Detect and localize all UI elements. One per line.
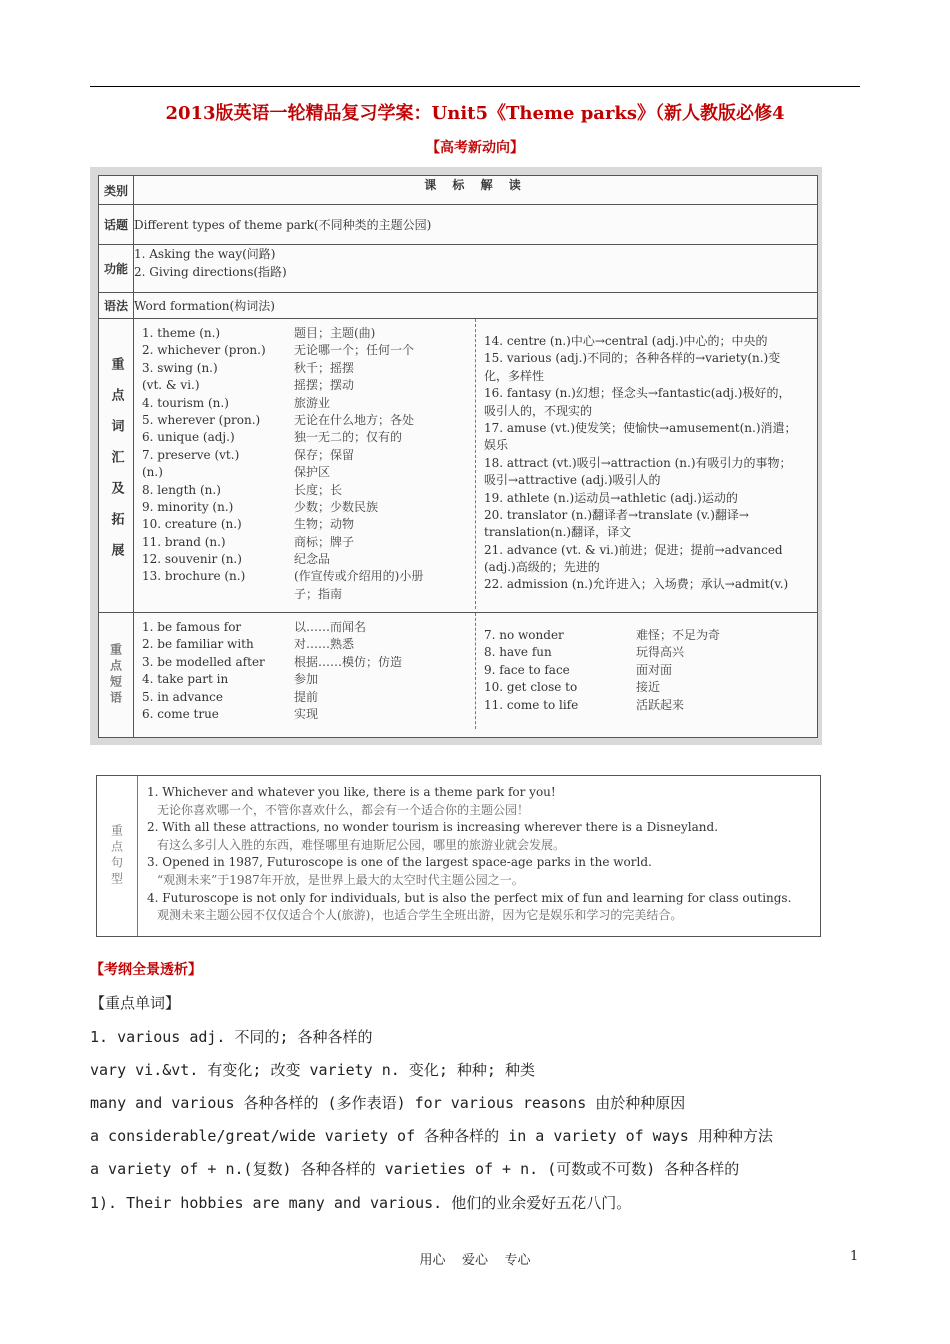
vocab-left-list xyxy=(134,319,476,609)
vocab-meaning: 保存；保留 xyxy=(294,447,355,462)
vocab-derivation-line: 22. admission (n.)允许进入；入场费；承认→admit(v.) xyxy=(484,577,789,592)
topic-cat: 话题 xyxy=(99,205,134,245)
vocab-derivation-line: 16. fantasy (n.)幻想；怪念头→fantastic(adj.)极好的， xyxy=(484,386,791,401)
vocab-derivation-line: translation(n.)翻译，译文 xyxy=(484,525,632,540)
sentence-cn: 无论你喜欢哪一个，不管你喜欢什么，都会有一个适合你的主题公园！ xyxy=(157,802,530,817)
phrase: 6. come true xyxy=(142,706,219,721)
phrase: 8. have fun xyxy=(484,645,552,660)
vocab-word: (vt. & vi.) xyxy=(142,378,200,393)
vocab-derivation-line: 21. advance (vt. & vi.)前进；促进；提前→advanced xyxy=(484,542,783,557)
header-content: 课 标 解 读 xyxy=(134,176,818,205)
vocab-cell xyxy=(134,319,818,613)
sentence-cn: “观测未来”于1987年开放，是世界上最大的太空时代主题公园之一。 xyxy=(157,872,524,887)
sentence-en: 4. Futuroscope is not only for individuals, but is also the perfect mix of fun and learning for class outings. xyxy=(147,890,792,905)
vocab-meaning: 秋千；摇摆 xyxy=(294,360,355,375)
vocab-meaning: 子；指南 xyxy=(294,586,343,601)
vocab-cat-cell xyxy=(99,319,134,613)
vocab-derivation-line: 吸引人的，不现实的 xyxy=(484,403,593,418)
grammar-cat: 语法 xyxy=(99,293,134,319)
vocab-word: (n.) xyxy=(142,465,163,480)
sentence-en: 1. Whichever and whatever you like, there is a theme park for you! xyxy=(147,785,556,799)
vocab-derivation-line: 20. translator (n.)翻译者→translate (v.)翻译→ xyxy=(484,507,749,522)
phrase: 10. get close to xyxy=(484,680,578,695)
body-line: 1. various adj. 不同的; 各种各样的 xyxy=(90,1028,373,1046)
phrase: 11. come to life xyxy=(484,697,579,712)
vocab-meaning: 少数；少数民族 xyxy=(294,499,379,514)
function-line-1: 1. Asking the way(问路) xyxy=(134,247,276,261)
vocab-meaning: 生物；动物 xyxy=(294,517,355,532)
vocab-word: 11. brand (n.) xyxy=(142,534,226,549)
vocab-word: 8. length (n.) xyxy=(142,482,221,497)
sentence-cn: 观测未来主题公园不仅仅适合个人(旅游)，也适合学生全班出游，因为它是娱乐和学习的完美结合。 xyxy=(157,908,683,923)
phrase: 1. be famous for xyxy=(142,620,242,634)
vocab-word: 3. swing (n.) xyxy=(142,360,218,375)
sentence-en: 2. With all these attractions, no wonder tourism is increasing wherever there is a Disneyland. xyxy=(147,820,719,835)
phrases-cell xyxy=(134,613,818,738)
body-line: a considerable/great/wide variety of 各种各样的 in a variety of ways 用种种方法 xyxy=(90,1127,773,1145)
vocab-word: 12. souvenir (n.) xyxy=(142,552,242,567)
vocab-right-list xyxy=(476,319,817,609)
header-cat: 类别 xyxy=(99,176,134,205)
vocab-meaning: 摇摆；摆动 xyxy=(294,378,355,393)
vocab-meaning: 旅游业 xyxy=(294,395,331,410)
vocab-derivation-line: 吸引→attractive (adj.)吸引人的 xyxy=(484,473,661,488)
phrases-cat: 重点短语 xyxy=(108,643,123,707)
vocab-meaning: 无论在什么地方；各处 xyxy=(294,412,415,427)
phrase-meaning: 对……熟悉 xyxy=(294,637,355,652)
vocab-derivation-line: 化，多样性 xyxy=(484,368,545,383)
vocab-word: 5. wherever (pron.) xyxy=(142,412,261,427)
phrase: 9. face to face xyxy=(484,662,570,677)
vocab-word xyxy=(142,586,294,603)
topic-text: Different types of theme park(不同种类的主题公园) xyxy=(134,205,818,245)
vocab-meaning: (作宣传或介绍用的)小册 xyxy=(294,569,424,584)
phrase-meaning: 面对面 xyxy=(636,662,673,677)
sentence-patterns-table xyxy=(96,775,821,937)
section-heading-overview: 【考纲全景透析】 xyxy=(90,962,202,978)
vocab-derivation-line: 18. attract (vt.)吸引→attraction (n.)有吸引力的事物； xyxy=(484,455,792,470)
page-title: 2013版英语一轮精品复习学案：Unit5《Theme parks》（新人教版必修4 xyxy=(165,103,785,124)
phrase-meaning: 难怪；不足为奇 xyxy=(636,628,721,642)
sentence-cn: 有这么多引人入胜的东西，难怪哪里有迪斯尼公园，哪里的旅游业就会发展。 xyxy=(157,837,566,852)
top-rule xyxy=(90,86,860,87)
phrase-meaning: 接近 xyxy=(636,680,661,695)
function-line-2: 2. Giving directions(指路) xyxy=(134,265,287,279)
vocab-meaning: 独一无二的；仅有的 xyxy=(294,430,403,445)
vocab-word: 6. unique (adj.) xyxy=(142,430,235,445)
body-line: many and various 各种各样的 (多作表语) for various reasons 由於种种原因 xyxy=(90,1094,686,1112)
grammar-text: Word formation(构词法) xyxy=(134,293,818,319)
vocab-derivation-line: (adj.)高级的；先进的 xyxy=(484,560,600,575)
section-heading-trends: 【高考新动向】 xyxy=(426,140,524,156)
page-number: 1 xyxy=(850,1249,859,1264)
phrase-meaning: 实现 xyxy=(294,706,319,721)
sentence-cat: 重点句型 xyxy=(109,824,124,888)
curriculum-table xyxy=(98,175,818,738)
vocab-meaning: 长度；长 xyxy=(294,482,343,497)
phrase: 4. take part in xyxy=(142,672,229,687)
vocab-derivation-line: 15. various (adj.)不同的；各种各样的→variety(n.)变 xyxy=(484,351,781,366)
phrases-left-list xyxy=(134,613,476,729)
phrase-meaning: 提前 xyxy=(294,689,319,704)
function-cell xyxy=(134,245,818,293)
vocab-word: 7. preserve (vt.) xyxy=(142,447,240,462)
phrase-meaning: 参加 xyxy=(294,672,319,687)
phrase-meaning: 玩得高兴 xyxy=(636,645,685,660)
vocab-word: 13. brochure (n.) xyxy=(142,569,246,584)
function-cat: 功能 xyxy=(99,245,134,293)
footer-motto: 用心 爱心 专心 xyxy=(419,1253,531,1268)
vocab-derivation-line: 17. amuse (vt.)使发笑；使愉快→amusement(n.)消遣； xyxy=(484,420,797,435)
vocab-cat: 重点词汇及拓展 xyxy=(108,357,124,574)
vocab-meaning: 纪念品 xyxy=(294,552,331,567)
phrase-meaning: 活跃起来 xyxy=(636,697,685,712)
sentence-en: 3. Opened in 1987, Futuroscope is one of the largest space-age parks in the world. xyxy=(147,855,652,870)
vocab-meaning: 保护区 xyxy=(294,465,331,480)
phrase-meaning: 根据……模仿；仿造 xyxy=(294,654,403,669)
vocab-derivation-line: 14. centre (n.)中心→central (adj.)中心的；中央的 xyxy=(484,334,768,348)
vocab-meaning: 题目；主题(曲) xyxy=(294,326,376,340)
sentence-list xyxy=(147,784,791,925)
vocab-word: 4. tourism (n.) xyxy=(142,395,229,410)
phrase: 7. no wonder xyxy=(484,628,564,642)
phrases-cat-cell xyxy=(99,613,134,738)
phrase: 5. in advance xyxy=(142,689,223,704)
phrase: 2. be familiar with xyxy=(142,637,254,652)
vocab-derivation-line: 娱乐 xyxy=(484,438,509,453)
vocab-word: 1. theme (n.) xyxy=(142,326,221,340)
vocab-word: 10. creature (n.) xyxy=(142,517,242,532)
phrase-meaning: 以……而闻名 xyxy=(294,620,367,634)
phrase: 3. be modelled after xyxy=(142,654,265,669)
body-line: a variety of + n.(复数) 各种各样的 varieties of + n. (可数或不可数) 各种各样的 xyxy=(90,1160,740,1178)
vocab-word: 2. whichever (pron.) xyxy=(142,343,266,358)
body-line: 1). Their hobbies are many and various. 他们的业余爱好五花八门。 xyxy=(90,1194,632,1212)
vocab-meaning: 商标；牌子 xyxy=(294,534,355,549)
vocab-meaning: 无论哪一个；任何一个 xyxy=(294,343,415,358)
phrases-right-list xyxy=(476,613,817,729)
vocab-derivation-line: 19. athlete (n.)运动员→athletic (adj.)运动的 xyxy=(484,490,738,505)
vocab-word: 9. minority (n.) xyxy=(142,499,234,514)
body-line: vary vi.&vt. 有变化; 改变 variety n. 变化; 种种; 种类 xyxy=(90,1061,535,1079)
section-heading-key-words: 【重点单词】 xyxy=(90,994,181,1012)
sentence-cat-cell xyxy=(97,776,138,936)
